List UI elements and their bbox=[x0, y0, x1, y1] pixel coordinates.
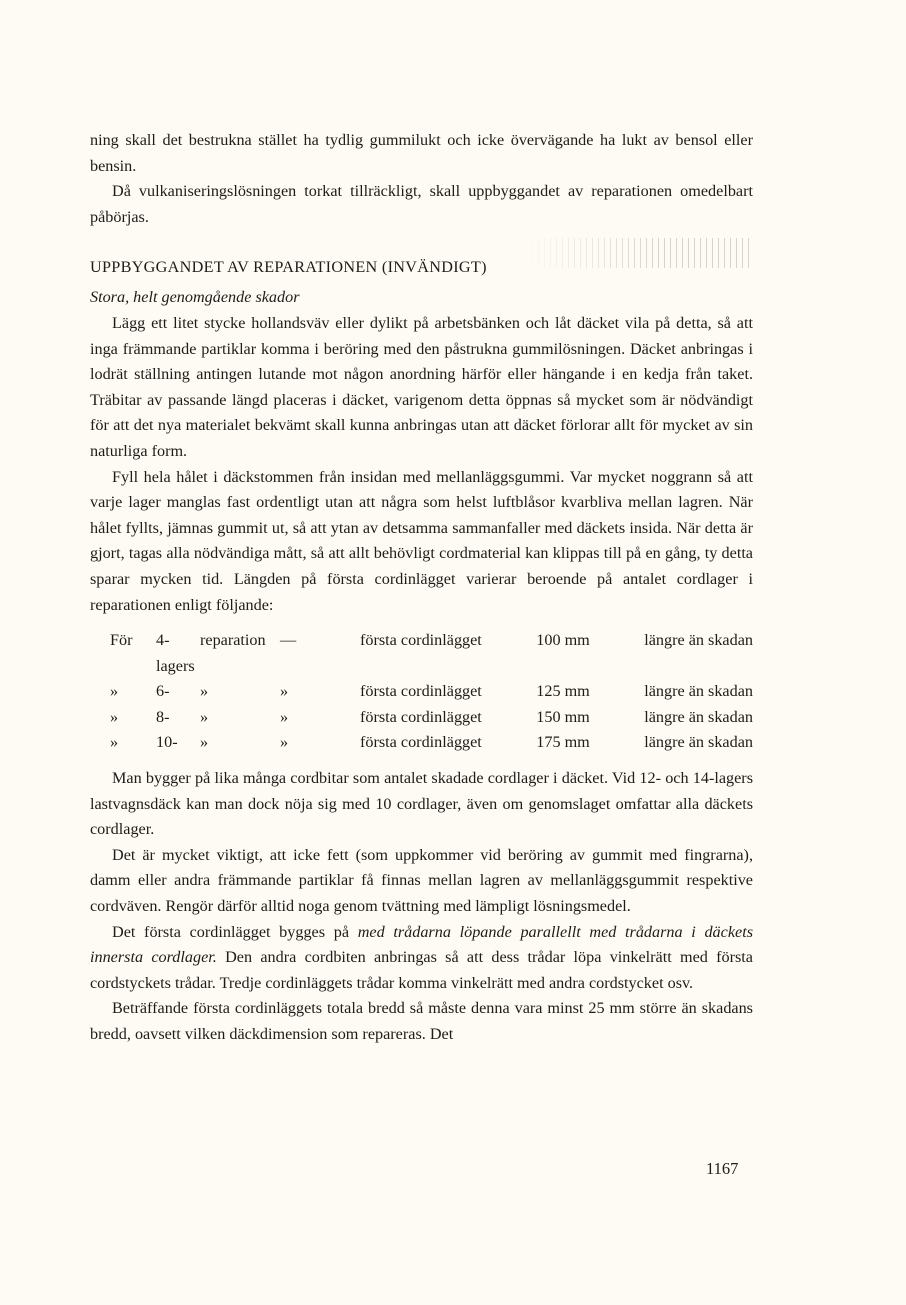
paragraph-with-emphasis bbox=[90, 920, 753, 997]
table-text: längre än skadan bbox=[644, 707, 753, 726]
table-cell bbox=[360, 730, 753, 756]
table-text: längre än skadan bbox=[644, 733, 753, 752]
table-cell: » bbox=[110, 733, 119, 752]
table-cell: » bbox=[280, 733, 289, 752]
table-text: längre än skadan bbox=[644, 682, 753, 701]
page-number: 1167 bbox=[706, 1159, 739, 1178]
table-text: 175 mm bbox=[536, 733, 590, 752]
table-cell: 4-lagers bbox=[156, 631, 195, 675]
text-run: Den andra cordbiten anbringas så att dess trådar löpa vinkelrätt med första cordstyckets trådar. Tredje cordinläggets trådar komma vinkelrätt med andra cordstycket osv. bbox=[90, 948, 753, 992]
section-heading-text: UPPBYGGANDET AV REPARATIONEN (INVÄNDIGT) bbox=[90, 258, 487, 277]
table-row bbox=[110, 679, 753, 705]
text-run: Det första cordinlägget bygges på bbox=[112, 922, 358, 941]
table-cell: » bbox=[200, 733, 209, 752]
table-cell: » bbox=[110, 707, 119, 726]
table-cell: » bbox=[110, 682, 119, 701]
table-row bbox=[110, 730, 753, 756]
section-heading bbox=[90, 254, 753, 280]
table-cell: » bbox=[200, 707, 209, 726]
table-text: 100 mm bbox=[536, 631, 590, 650]
paragraph: Man bygger på lika många cordbitar som antalet skadade cordlager i däcket. Vid 12- och 14-lagers lastvagnsdäck kan man dock nöja sig med 10 cordlager, även om genomslaget omfattar alla däckets cordlager. bbox=[90, 769, 753, 839]
subsection-heading: Stora, helt genomgående skador bbox=[90, 288, 300, 307]
table-text: första cordinlägget bbox=[360, 682, 482, 701]
table-cell bbox=[360, 628, 753, 679]
table-cell bbox=[360, 705, 753, 731]
emphasis-run: med trådarna löpande parallellt med trådarna i däckets innersta cordlager. bbox=[90, 922, 753, 967]
paragraph: Det är mycket viktigt, att icke fett (som uppkommer vid beröring av gummit med fingrarna), damm eller andra främmande partiklar få finnas mellan lagren av mellanläggsgummit respektive cordväven. Rengör därför alltid noga genom tvättning med lämpligt lösningsmedel. bbox=[90, 845, 753, 916]
table-cell: 8- bbox=[156, 707, 170, 726]
paragraph: Då vulkaniseringslösningen torkat tillräckligt, skall uppbyggandet av reparationen omedelbart påbörjas. bbox=[90, 182, 753, 226]
table-text: första cordinlägget bbox=[360, 733, 482, 752]
table-text: första cordinlägget bbox=[360, 631, 482, 650]
table-cell: För bbox=[110, 631, 133, 650]
paragraph: Beträffande första cordinläggets totala bredd så måste denna vara minst 25 mm större än skadans bredd, oavsett vilken däckdimension som repareras. Det bbox=[90, 999, 753, 1043]
table-cell: reparation bbox=[200, 631, 266, 650]
table-text: 125 mm bbox=[536, 682, 590, 701]
table-text: första cordinlägget bbox=[360, 707, 482, 726]
table-cell bbox=[360, 679, 753, 705]
paragraph: Lägg ett litet stycke hollandsväv eller dylikt på arbetsbänken och låt däcket vila på detta, så att inga främmande partiklar komma i beröring med den påstrukna gummilösningen. Däcket anbringas i lodrät ställning antingen lutande mot någon anordning härför eller hängande i en kedja från taket. Träbitar av passande längd placeras i däcket, varigenom detta öppnas så mycket som är nödvändigt för att det nya materialet bekvämt skall kunna anbringas utan att däcket förlorar allt för mycket av sin naturliga form. bbox=[90, 313, 753, 460]
table-cell: 10- bbox=[156, 733, 178, 752]
scan-artifact bbox=[520, 238, 752, 268]
table-cell: » bbox=[280, 707, 289, 726]
table-row bbox=[110, 628, 753, 679]
paragraph: Fyll hela hålet i däckstommen från insidan med mellanläggsgummi. Var mycket noggrann så att varje lager manglas fast ordentligt utan att några som helst luftblåsor kvarbliva mellan lagren. När hålet fyllts, jämnas gummit ut, så att ytan av detsamma sammanfaller med däckets insida. När detta är gjort, tagas alla nödvändiga mått, så att allt behövligt cordmaterial kan klippas till på en gång, ty detta sparar mycken tid. Längden på första cordinlägget varierar beroende på antalet cordlager i reparationen enligt följande: bbox=[90, 467, 753, 614]
table-cell: » bbox=[280, 682, 289, 701]
table-cell: — bbox=[280, 631, 297, 650]
paragraph-continuation: ning skall det bestrukna stället ha tydlig gummilukt och icke övervägande ha lukt av bensol eller bensin. bbox=[90, 131, 753, 175]
table-cell: » bbox=[200, 682, 209, 701]
cord-length-table bbox=[110, 628, 753, 756]
table-text: 150 mm bbox=[536, 707, 590, 726]
page-body bbox=[90, 128, 753, 1048]
table-row bbox=[110, 705, 753, 731]
table-text: längre än skadan bbox=[644, 631, 753, 650]
table-cell: 6- bbox=[156, 682, 170, 701]
